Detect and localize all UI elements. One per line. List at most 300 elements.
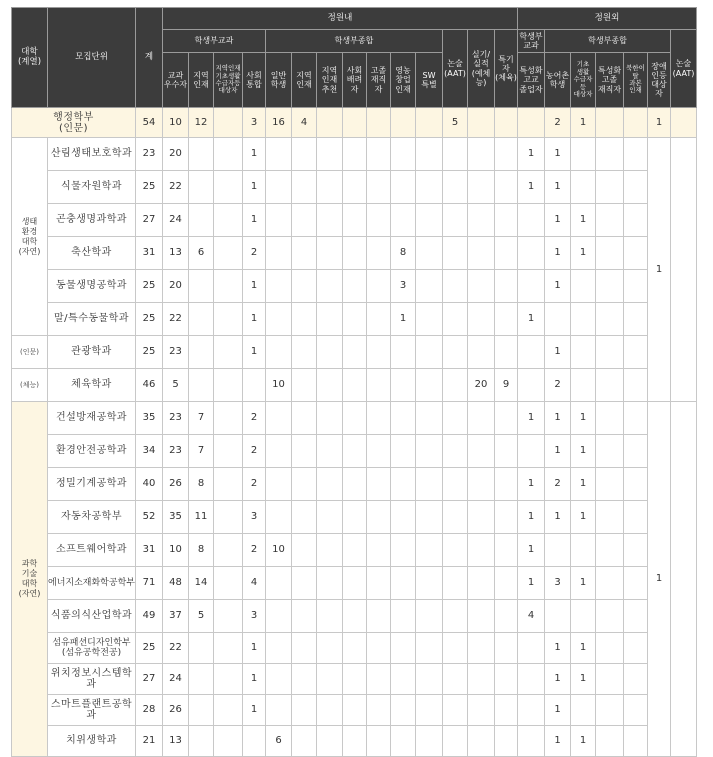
cell [468, 435, 495, 468]
cell [189, 138, 214, 171]
cell: 37 [163, 600, 189, 633]
cell [596, 501, 624, 534]
cell: 1 [545, 435, 571, 468]
header-col-11: SW 특별 [416, 53, 443, 108]
cell: 2 [545, 108, 571, 138]
cell [292, 468, 317, 501]
cell [292, 204, 317, 237]
header-col-17: 장애인등 대상자 [648, 53, 671, 108]
recruit-unit: 환경안전공학과 [48, 435, 136, 468]
cell [292, 633, 317, 664]
header-nonsul-outside: 논술 (AAT) [671, 30, 697, 108]
recruit-unit: 자동차공학부 [48, 501, 136, 534]
cell [317, 695, 343, 726]
cell [624, 138, 648, 171]
cell [495, 501, 518, 534]
table-row [12, 108, 697, 138]
cell [367, 303, 391, 336]
header-recruit-unit: 모집단위 [48, 8, 136, 108]
cell: 7 [189, 435, 214, 468]
cell: 4 [243, 567, 266, 600]
cell [571, 138, 596, 171]
cell [367, 664, 391, 695]
cell [292, 369, 317, 402]
cell [292, 336, 317, 369]
cell: 24 [163, 204, 189, 237]
cell [214, 664, 243, 695]
cell: 1 [571, 633, 596, 664]
cell [214, 303, 243, 336]
cell [518, 108, 545, 138]
cell [443, 138, 468, 171]
header-col-2: 지역 인재 [189, 53, 214, 108]
group-science-tech-college: 과학 기술 대학 (자연) [12, 402, 48, 757]
cell [214, 726, 243, 757]
cell [391, 501, 416, 534]
cell: 2 [243, 435, 266, 468]
cell [214, 204, 243, 237]
header-col-16: 북한이탈 과본 인재 [624, 53, 648, 108]
cell [443, 501, 468, 534]
cell [317, 534, 343, 567]
cell [468, 567, 495, 600]
cell: 1 [518, 534, 545, 567]
cell [443, 171, 468, 204]
cell [266, 633, 292, 664]
cell-total: 46 [136, 369, 163, 402]
cell [367, 600, 391, 633]
cell: 3 [243, 600, 266, 633]
table-body [12, 108, 697, 757]
cell [189, 633, 214, 664]
cell: 1 [571, 435, 596, 468]
cell [468, 695, 495, 726]
cell: 5 [163, 369, 189, 402]
cell [571, 695, 596, 726]
cell [266, 501, 292, 534]
cell [391, 534, 416, 567]
cell [367, 270, 391, 303]
cell: 1 [545, 501, 571, 534]
cell [391, 138, 416, 171]
cell: 1 [545, 633, 571, 664]
cell: 48 [163, 567, 189, 600]
cell [189, 303, 214, 336]
cell [495, 435, 518, 468]
cell [495, 303, 518, 336]
cell [624, 336, 648, 369]
cell [317, 633, 343, 664]
cell [468, 303, 495, 336]
cell: 22 [163, 303, 189, 336]
cell [214, 633, 243, 664]
cell [468, 664, 495, 695]
table-row [12, 402, 697, 435]
cell [317, 237, 343, 270]
header-col-12: 특성화 고교 졸업자 [518, 53, 545, 108]
cell [495, 468, 518, 501]
cell-total: 34 [136, 435, 163, 468]
cell [266, 171, 292, 204]
cell: 22 [163, 633, 189, 664]
cell [266, 138, 292, 171]
cell: 3 [243, 108, 266, 138]
cell [518, 726, 545, 757]
cell: 1 [648, 108, 671, 138]
cell: 22 [163, 171, 189, 204]
cell: 1 [243, 695, 266, 726]
cell [468, 237, 495, 270]
cell [443, 270, 468, 303]
cell [367, 534, 391, 567]
admission-quota-table [11, 7, 697, 757]
cell: 5 [189, 600, 214, 633]
cell [214, 369, 243, 402]
header-jonghap: 학생부종합 [266, 30, 443, 53]
cell: 4 [292, 108, 317, 138]
table-row [12, 695, 697, 726]
cell: 1 [243, 336, 266, 369]
header-silgi: 실기/ 실적 (예체능) [468, 30, 495, 108]
cell [416, 303, 443, 336]
table-row [12, 468, 697, 501]
cell [416, 336, 443, 369]
cell [443, 435, 468, 468]
cell [495, 695, 518, 726]
cell [443, 633, 468, 664]
cell [266, 237, 292, 270]
cell: 1 [518, 171, 545, 204]
cell [343, 600, 367, 633]
cell [624, 534, 648, 567]
cell [518, 695, 545, 726]
cell [214, 567, 243, 600]
cell [443, 237, 468, 270]
cell [292, 303, 317, 336]
cell [571, 270, 596, 303]
cell-total: 25 [136, 171, 163, 204]
cell-disability-merged: 1 [648, 138, 671, 402]
cell [343, 435, 367, 468]
cell [495, 664, 518, 695]
table-row [12, 633, 697, 664]
cell [189, 171, 214, 204]
cell [317, 369, 343, 402]
cell [416, 435, 443, 468]
cell [292, 567, 317, 600]
cell-disability-merged: 1 [648, 402, 671, 757]
cell-total: 28 [136, 695, 163, 726]
table-row [12, 336, 697, 369]
table-row [12, 138, 697, 171]
cell [495, 567, 518, 600]
cell: 2 [243, 468, 266, 501]
cell [391, 108, 416, 138]
cell: 12 [189, 108, 214, 138]
cell: 1 [571, 402, 596, 435]
header-col-7: 지역 인재 추천 [317, 53, 343, 108]
cell: 8 [189, 468, 214, 501]
cell: 20 [163, 138, 189, 171]
header-university: 대학 (계열) [12, 8, 48, 108]
cell: 1 [571, 567, 596, 600]
recruit-unit: 관광학과 [48, 336, 136, 369]
cell [624, 695, 648, 726]
cell [189, 695, 214, 726]
table-row [12, 567, 697, 600]
cell [292, 695, 317, 726]
cell-merged [671, 402, 697, 757]
cell: 1 [545, 664, 571, 695]
cell: 13 [163, 726, 189, 757]
cell [343, 633, 367, 664]
cell [391, 664, 416, 695]
cell: 1 [243, 664, 266, 695]
cell [545, 600, 571, 633]
cell [443, 303, 468, 336]
cell [317, 336, 343, 369]
cell [596, 435, 624, 468]
cell [495, 534, 518, 567]
cell [189, 204, 214, 237]
cell [317, 468, 343, 501]
cell [624, 237, 648, 270]
table-row [12, 303, 697, 336]
cell [416, 468, 443, 501]
recruit-unit: 축산학과 [48, 237, 136, 270]
header-col-10: 영농 창업 인재 [391, 53, 416, 108]
cell [317, 171, 343, 204]
table-row [12, 237, 697, 270]
cell-total: 31 [136, 237, 163, 270]
cell: 1 [545, 695, 571, 726]
cell: 1 [243, 138, 266, 171]
recruit-unit: 식물자원학과 [48, 171, 136, 204]
cell [416, 402, 443, 435]
cell [266, 600, 292, 633]
cell [416, 726, 443, 757]
cell [624, 726, 648, 757]
cell [292, 534, 317, 567]
cell: 1 [545, 138, 571, 171]
cell: 1 [243, 633, 266, 664]
cell [391, 402, 416, 435]
recruit-unit: 체육학과 [48, 369, 136, 402]
cell [343, 204, 367, 237]
cell [443, 336, 468, 369]
cell [495, 204, 518, 237]
cell: 6 [189, 237, 214, 270]
cell [214, 108, 243, 138]
cell [343, 171, 367, 204]
cell [367, 695, 391, 726]
cell [468, 633, 495, 664]
cell-total: 27 [136, 204, 163, 237]
cell [317, 108, 343, 138]
cell: 1 [518, 402, 545, 435]
header-within-quota: 정원내 [163, 8, 518, 30]
table-header [12, 8, 697, 108]
cell [624, 402, 648, 435]
cell [391, 204, 416, 237]
cell [367, 435, 391, 468]
cell [317, 270, 343, 303]
header-col-15: 특성화 고졸 재직자 [596, 53, 624, 108]
cell [391, 435, 416, 468]
cell [518, 664, 545, 695]
cell [343, 237, 367, 270]
cell [416, 108, 443, 138]
cell [292, 435, 317, 468]
cell [624, 204, 648, 237]
cell [443, 695, 468, 726]
header-teukgi: 특기자 (체육) [495, 30, 518, 108]
cell [189, 270, 214, 303]
recruit-unit: 동물생명공학과 [48, 270, 136, 303]
cell [468, 204, 495, 237]
cell: 1 [243, 270, 266, 303]
cell [292, 138, 317, 171]
cell [266, 664, 292, 695]
cell [468, 171, 495, 204]
cell: 10 [163, 534, 189, 567]
cell [214, 171, 243, 204]
cell: 1 [545, 270, 571, 303]
recruit-unit: 스마트플랜트공학과 [48, 695, 136, 726]
cell [367, 501, 391, 534]
cell-total: 40 [136, 468, 163, 501]
cell [367, 204, 391, 237]
header-col-4: 사회 통합 [243, 53, 266, 108]
cell [416, 138, 443, 171]
cell [416, 664, 443, 695]
cell [518, 204, 545, 237]
cell [624, 435, 648, 468]
cell [214, 435, 243, 468]
cell: 23 [163, 402, 189, 435]
cell [518, 270, 545, 303]
cell [596, 171, 624, 204]
cell [317, 567, 343, 600]
cell [443, 402, 468, 435]
cell [596, 303, 624, 336]
cell [317, 501, 343, 534]
cell: 14 [189, 567, 214, 600]
cell [518, 237, 545, 270]
cell: 1 [518, 138, 545, 171]
cell [317, 600, 343, 633]
cell [367, 138, 391, 171]
admission-table-wrapper [11, 7, 697, 757]
cell: 1 [518, 303, 545, 336]
cell [443, 468, 468, 501]
cell [317, 726, 343, 757]
cell: 26 [163, 468, 189, 501]
cell [416, 567, 443, 600]
cell [596, 237, 624, 270]
cell [443, 600, 468, 633]
cell [624, 369, 648, 402]
cell: 26 [163, 695, 189, 726]
table-row [12, 435, 697, 468]
table-row [12, 369, 697, 402]
cell [266, 402, 292, 435]
cell [214, 138, 243, 171]
cell [189, 336, 214, 369]
cell [443, 534, 468, 567]
cell [416, 501, 443, 534]
cell [416, 369, 443, 402]
recruit-unit: 위치정보시스템학과 [48, 664, 136, 695]
cell [443, 664, 468, 695]
cell: 1 [518, 468, 545, 501]
cell [243, 369, 266, 402]
cell [416, 270, 443, 303]
cell: 1 [243, 303, 266, 336]
header-col-9: 고졸 재직 자 [367, 53, 391, 108]
header-jonghap-outside: 학생부종합 [545, 30, 671, 53]
cell [468, 468, 495, 501]
cell [518, 633, 545, 664]
cell [391, 600, 416, 633]
cell-total: 52 [136, 501, 163, 534]
group-ecology-college: 생태 환경 대학 (자연) [12, 138, 48, 336]
cell [596, 369, 624, 402]
recruit-unit: 산림생태보호학과 [48, 138, 136, 171]
cell [367, 171, 391, 204]
cell [343, 336, 367, 369]
header-col-3: 지역인재 기초생활 수급자등 대상자 [214, 53, 243, 108]
cell [317, 303, 343, 336]
cell [416, 534, 443, 567]
cell: 1 [243, 171, 266, 204]
cell [214, 501, 243, 534]
header-col-6: 지역 인재 [292, 53, 317, 108]
cell [189, 664, 214, 695]
cell: 1 [518, 567, 545, 600]
cell [317, 204, 343, 237]
cell [343, 567, 367, 600]
cell [292, 726, 317, 757]
header-col-14: 기초 생활 수급자등 대상자 [571, 53, 596, 108]
cell [624, 633, 648, 664]
cell [266, 270, 292, 303]
cell: 1 [571, 204, 596, 237]
cell [468, 108, 495, 138]
cell: 1 [571, 501, 596, 534]
cell [189, 726, 214, 757]
cell [343, 303, 367, 336]
cell [495, 138, 518, 171]
cell [214, 695, 243, 726]
table-row [12, 534, 697, 567]
cell [495, 726, 518, 757]
cell: 3 [243, 501, 266, 534]
cell: 16 [266, 108, 292, 138]
cell-total: 25 [136, 336, 163, 369]
cell: 1 [391, 303, 416, 336]
cell [367, 336, 391, 369]
cell [416, 171, 443, 204]
cell [596, 468, 624, 501]
cell [624, 664, 648, 695]
cell [416, 204, 443, 237]
header-outside-quota: 정원외 [518, 8, 697, 30]
cell [624, 468, 648, 501]
header-total: 계 [136, 8, 163, 108]
cell-total: 25 [136, 303, 163, 336]
cell [367, 567, 391, 600]
